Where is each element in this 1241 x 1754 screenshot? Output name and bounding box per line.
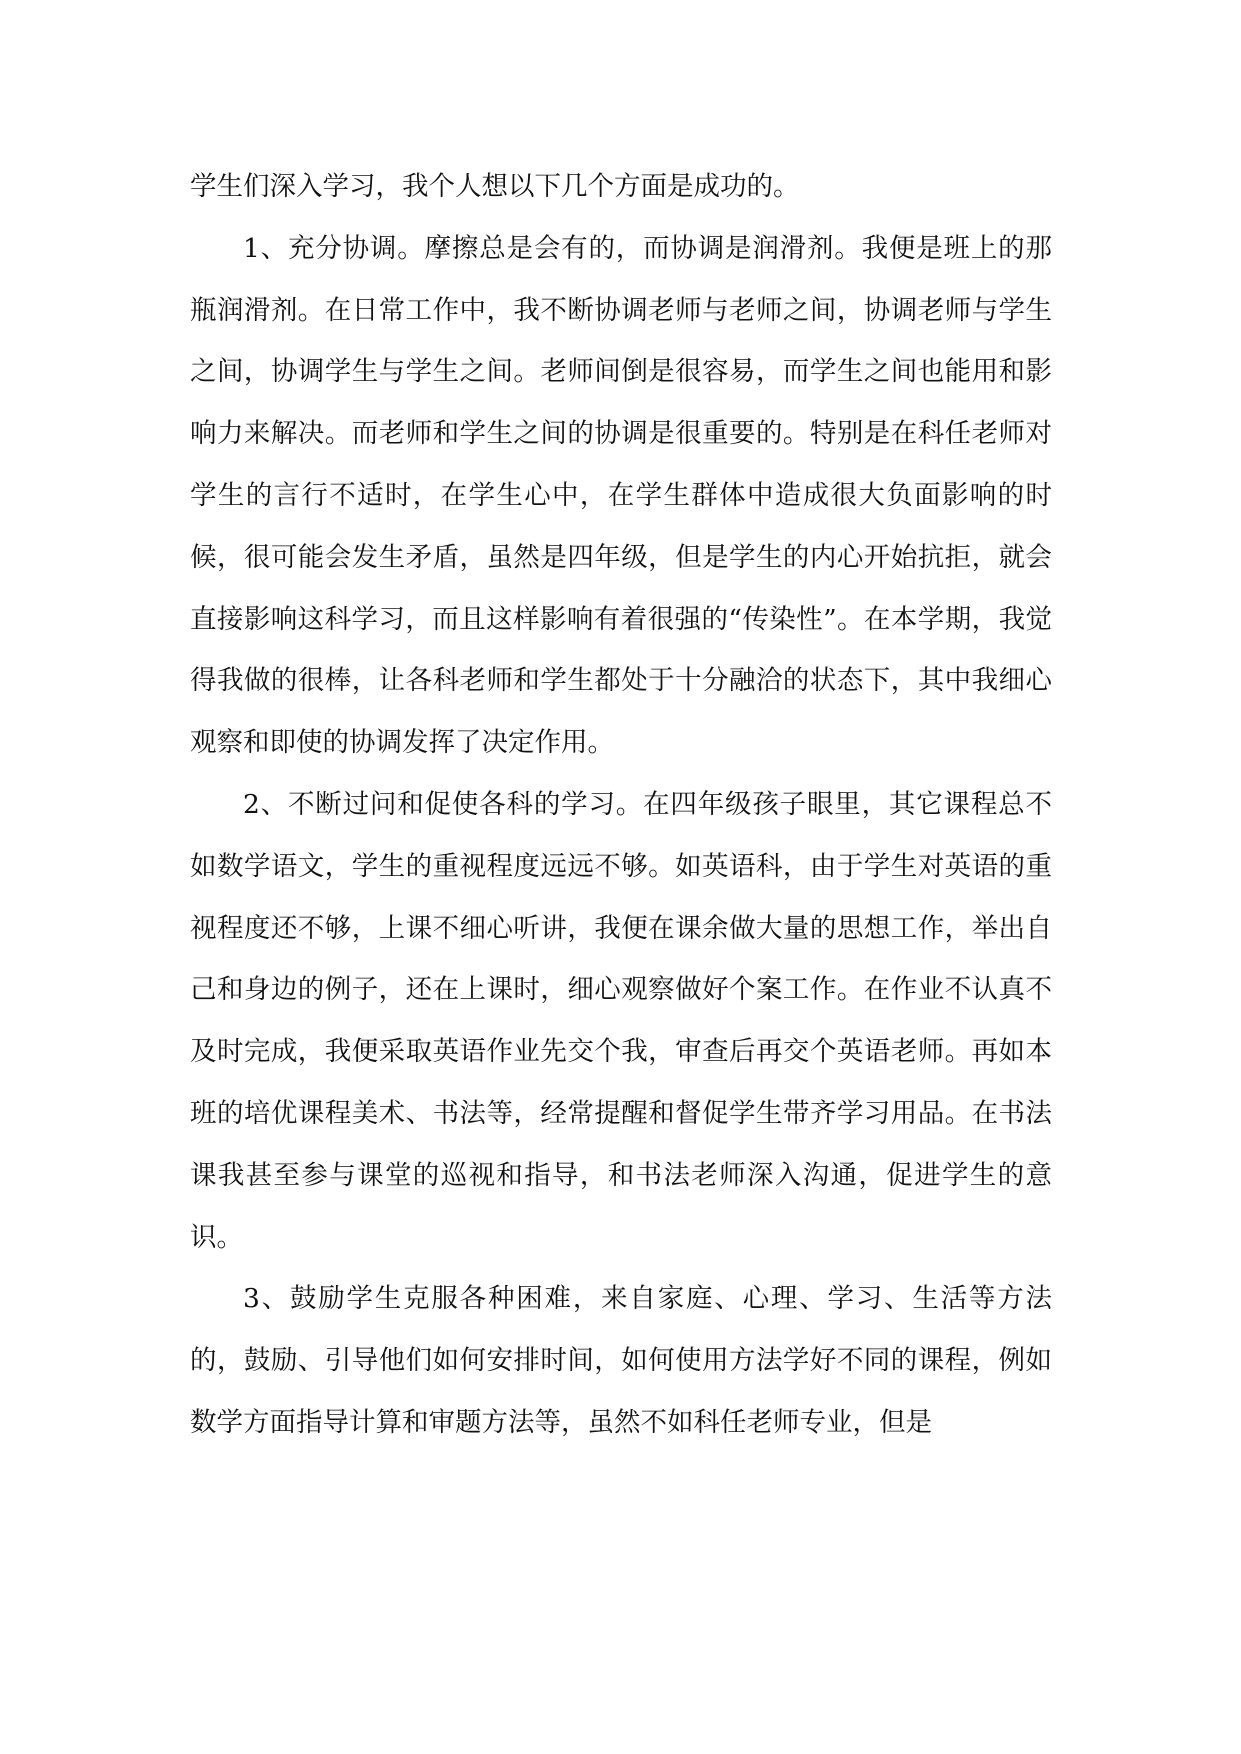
paragraph-continuation: 学生们深入学习，我个人想以下几个方面是成功的。	[190, 171, 800, 202]
paragraph-encouragement: 3、鼓励学生克服各种困难，来自家庭、心理、学习、生活等方法的，鼓励、引导他们如何安排时间，如何使用方法学好不同的课程，例如数学方面指导计算和审题方法等，虽然不如科任老师专业，但是	[190, 1283, 1052, 1438]
paragraph-coordination: 1、充分协调。摩擦总是会有的，而协调是润滑剂。我便是班上的那瓶润滑剂。在日常工作中，我不断协调老师与老师之间，协调老师与学生之间，协调学生与学生之间。老师间倒是很容易，而学生之间也能用和影响力来解决。而老师和学生之间的协调是很重要的。特别是在科任老师对学生的言行不适时，在学生心中，在学生群体中造成很大负面影响的时候，很可能会发生矛盾，虽然是四年级，但是学生的内心开始抗拒，就会直接影响这科学习，而且这样影响有着很强的“传染性”。在本学期，我觉得我做的很棒，让各科老师和学生都处于十分融洽的状态下，其中我细心观察和即使的协调发挥了决定作用。	[190, 232, 1052, 759]
paragraph-subject-learning: 2、不断过问和促使各科的学习。在四年级孩子眼里，其它课程总不如数学语文，学生的重视程度远远不够。如英语科，由于学生对英语的重视程度还不够，上课不细心听讲，我便在课余做大量的思想工作，举出自己和身边的例子，还在上课时，细心观察做好个案工作。在作业不认真不及时完成，我便采取英语作业先交个我，审查后再交个英语老师。再如本班的培优课程美术、书法等，经常提醒和督促学生带齐学习用品。在书法课我甚至参与课堂的巡视和指导，和书法老师深入沟通，促进学生的意识。	[190, 788, 1052, 1253]
document-body	[190, 156, 1052, 1454]
